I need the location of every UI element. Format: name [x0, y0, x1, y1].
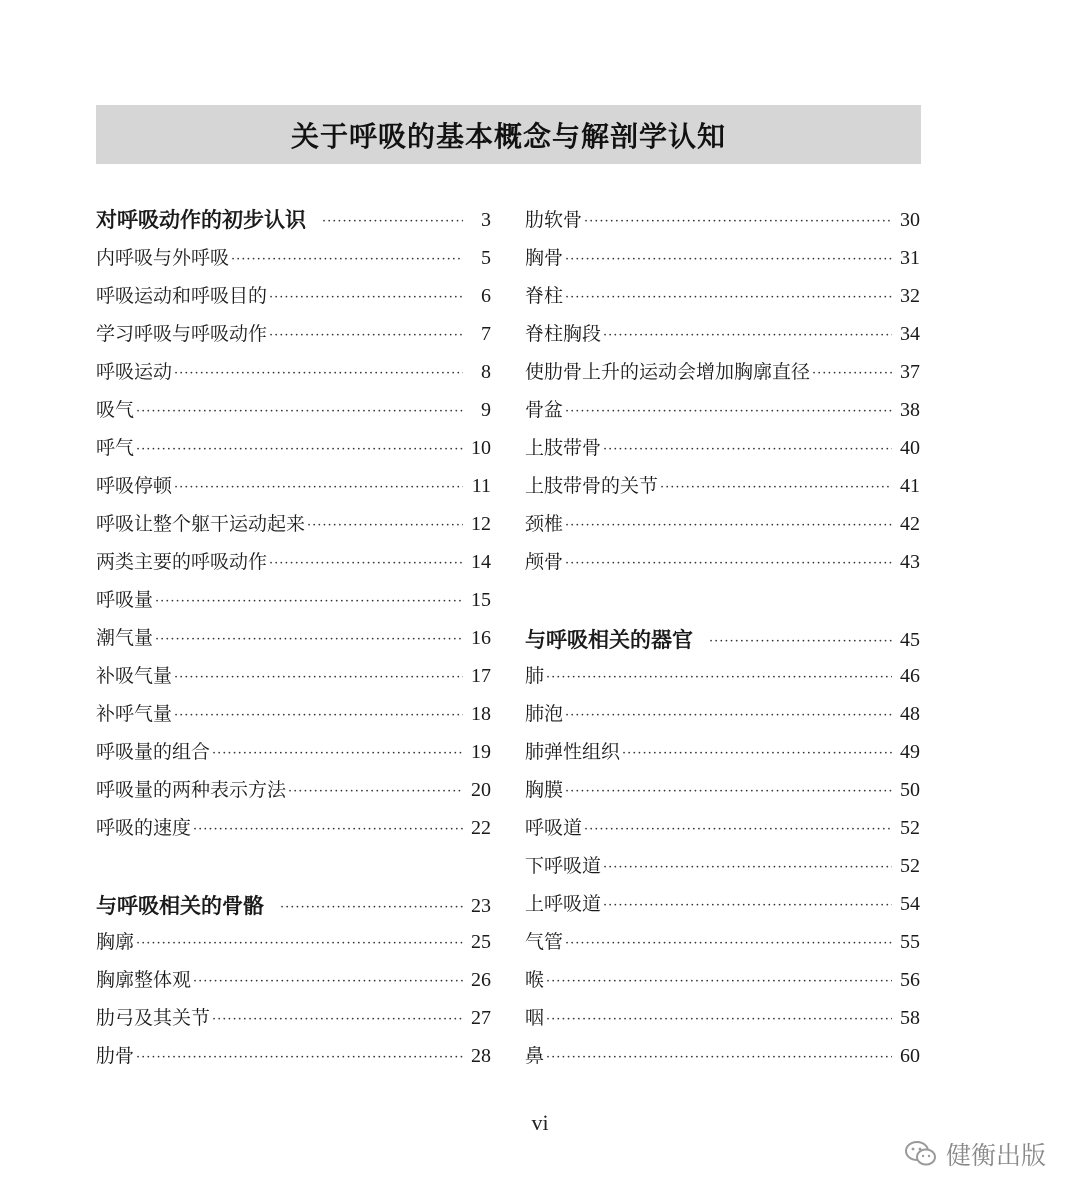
toc-entry-page: 32 [900, 285, 920, 307]
dot-leader [660, 472, 892, 504]
toc-entry-page: 7 [481, 323, 491, 345]
toc-entry-page: 15 [471, 589, 491, 611]
dot-leader [565, 510, 892, 542]
toc-entry [96, 1040, 491, 1072]
toc-entry-label: 呼气 [96, 437, 135, 459]
toc-entry [96, 508, 491, 540]
toc-entry-page: 20 [471, 779, 491, 801]
toc-entry-label: 肋骨 [96, 1045, 135, 1067]
toc-entry-page: 41 [900, 475, 920, 497]
toc-entry-label: 气管 [525, 931, 564, 953]
toc-entry-page: 19 [471, 741, 491, 763]
toc-entry [525, 546, 920, 578]
dot-leader [812, 358, 892, 390]
toc-entry-page: 10 [471, 437, 491, 459]
toc-entry-page: 42 [900, 513, 920, 535]
wechat-icon [904, 1139, 938, 1169]
title-band [96, 105, 921, 164]
dot-leader [212, 738, 463, 770]
toc-entry-label: 对呼吸动作的初步认识 [96, 207, 306, 232]
dot-leader [212, 1004, 463, 1036]
toc-entry-label: 与呼吸相关的器官 [525, 627, 693, 652]
toc-entry-page: 54 [900, 893, 920, 915]
toc-entry-label: 与呼吸相关的骨骼 [96, 893, 264, 918]
toc-entry-page: 22 [471, 817, 491, 839]
toc-entry-label: 骨盆 [525, 399, 564, 421]
dot-leader [174, 700, 463, 732]
toc-entry-label: 颅骨 [525, 551, 564, 573]
dot-leader [136, 434, 463, 466]
toc-entry-label: 上肢带骨的关节 [525, 475, 659, 497]
toc-entry-page: 50 [900, 779, 920, 801]
toc-entry-page: 49 [900, 741, 920, 763]
toc-entry-label: 内呼吸与外呼吸 [96, 247, 230, 269]
toc-entry [96, 546, 491, 578]
toc-entry [525, 774, 920, 806]
dot-leader [603, 890, 892, 922]
toc-entry-page: 16 [471, 627, 491, 649]
toc-entry-label: 两类主要的呼吸动作 [96, 551, 268, 573]
toc-entry [96, 470, 491, 502]
dot-leader [193, 814, 463, 846]
dot-leader [269, 320, 463, 352]
dot-leader [565, 244, 892, 276]
dot-leader [565, 776, 892, 808]
toc-entry-page: 52 [900, 855, 920, 877]
toc-entry-page: 18 [471, 703, 491, 725]
toc-entry [525, 850, 920, 882]
dot-leader [155, 586, 463, 618]
toc-entry-page: 6 [481, 285, 491, 307]
toc-entry [525, 660, 920, 692]
toc-entry [96, 774, 491, 806]
toc-entry [96, 356, 491, 388]
toc-entry-page: 11 [471, 475, 491, 497]
dot-leader [136, 396, 463, 428]
toc-entry-label: 肋弓及其关节 [96, 1007, 211, 1029]
toc-entry [525, 318, 920, 350]
dot-leader [546, 1042, 892, 1074]
dot-leader [307, 510, 463, 542]
toc-entry [96, 432, 491, 464]
toc-entry [96, 964, 491, 996]
toc-entry-page: 28 [471, 1045, 491, 1067]
dot-leader [174, 662, 463, 694]
dot-leader [603, 434, 892, 466]
dot-leader [603, 320, 892, 352]
toc-entry-page: 26 [471, 969, 491, 991]
toc-entry-label: 下呼吸道 [525, 855, 602, 877]
toc-entry-label: 肺 [525, 665, 545, 687]
dot-leader [709, 626, 892, 658]
toc-entry-page: 43 [900, 551, 920, 573]
toc-entry-label: 肺弹性组织 [525, 741, 621, 763]
toc-entry-page: 30 [900, 209, 920, 231]
dot-leader [584, 814, 892, 846]
toc-entry-page: 27 [471, 1007, 491, 1029]
toc-entry-label: 呼吸量 [96, 589, 154, 611]
toc-entry [96, 926, 491, 958]
toc-entry [96, 1002, 491, 1034]
toc-entry-label: 呼吸让整个躯干运动起来 [96, 513, 306, 535]
dot-leader [565, 282, 892, 314]
toc-entry [525, 242, 920, 274]
toc-entry [525, 736, 920, 768]
toc-entry-page: 3 [481, 209, 491, 231]
toc-entry-page: 17 [471, 665, 491, 687]
toc-entry-label: 补吸气量 [96, 665, 173, 687]
toc-entry [96, 584, 491, 616]
toc-entry-page: 14 [471, 551, 491, 573]
toc-entry-label: 脊柱 [525, 285, 564, 307]
toc-entry [96, 736, 491, 768]
toc-entry [525, 1002, 920, 1034]
toc-entry [96, 698, 491, 730]
toc-entry-page: 12 [471, 513, 491, 535]
toc-entry-label: 呼吸运动和呼吸目的 [96, 285, 268, 307]
toc-entry [525, 356, 920, 388]
toc-entry-label: 补呼气量 [96, 703, 173, 725]
toc-entry-label: 呼吸量的组合 [96, 741, 211, 763]
toc-entry-page: 58 [900, 1007, 920, 1029]
toc-entry [525, 926, 920, 958]
toc-entry [525, 470, 920, 502]
dot-leader [622, 738, 892, 770]
toc-entry-label: 学习呼吸与呼吸动作 [96, 323, 268, 345]
dot-leader [603, 852, 892, 884]
toc-entry-label: 吸气 [96, 399, 135, 421]
toc-entry-page: 55 [900, 931, 920, 953]
toc-entry-page: 52 [900, 817, 920, 839]
toc-entry-label: 呼吸运动 [96, 361, 173, 383]
dot-leader [136, 1042, 463, 1074]
toc-entry-label: 肋软骨 [525, 209, 583, 231]
dot-leader [136, 928, 463, 960]
toc-entry [525, 204, 920, 236]
dot-leader [280, 892, 463, 924]
toc-entry-page: 8 [481, 361, 491, 383]
toc-entry-page: 46 [900, 665, 920, 687]
dot-leader [322, 206, 463, 238]
toc-entry-label: 呼吸的速度 [96, 817, 192, 839]
toc-entry-page: 9 [481, 399, 491, 421]
toc-entry-label: 鼻 [525, 1045, 545, 1067]
toc-entry-label: 上肢带骨 [525, 437, 602, 459]
dot-leader [174, 472, 463, 504]
toc-entry-page: 38 [900, 399, 920, 421]
toc-entry-label: 咽 [525, 1007, 545, 1029]
toc-section-heading [525, 624, 920, 656]
toc-entry-page: 45 [900, 629, 920, 651]
toc-entry-label: 呼吸量的两种表示方法 [96, 779, 287, 801]
toc-entry [525, 432, 920, 464]
toc-entry [96, 622, 491, 654]
toc-entry-label: 胸廓整体观 [96, 969, 192, 991]
toc-entry-label: 颈椎 [525, 513, 564, 535]
toc-entry-page: 31 [900, 247, 920, 269]
toc-entry [525, 508, 920, 540]
dot-leader [269, 282, 463, 314]
page-title: 关于呼吸的基本概念与解剖学认知 [290, 119, 726, 153]
dot-leader [565, 928, 892, 960]
dot-leader [269, 548, 463, 580]
toc-entry [525, 698, 920, 730]
toc-entry-label: 肺泡 [525, 703, 564, 725]
dot-leader [565, 700, 892, 732]
toc-entry-page: 37 [900, 361, 920, 383]
dot-leader [546, 1004, 892, 1036]
toc-entry-page: 34 [900, 323, 920, 345]
dot-leader [565, 396, 892, 428]
watermark-text: 健衡出版 [945, 1141, 1046, 1170]
toc-entry [96, 660, 491, 692]
toc-entry [96, 242, 491, 274]
toc-entry-label: 脊柱胸段 [525, 323, 602, 345]
toc-entry-page: 23 [471, 895, 491, 917]
dot-leader [193, 966, 463, 998]
toc-entry-label: 呼吸停顿 [96, 475, 173, 497]
dot-leader [546, 662, 892, 694]
toc-entry-page: 40 [900, 437, 920, 459]
toc-entry-label: 胸膜 [525, 779, 564, 801]
toc-entry [525, 1040, 920, 1072]
toc-entry-label: 胸廓 [96, 931, 135, 953]
dot-leader [546, 966, 892, 998]
dot-leader [584, 206, 892, 238]
toc-entry-label: 上呼吸道 [525, 893, 602, 915]
dot-leader [565, 548, 892, 580]
toc-entry [525, 812, 920, 844]
toc-entry [525, 394, 920, 426]
toc-entry-page: 48 [900, 703, 920, 725]
toc-entry-label: 潮气量 [96, 627, 154, 649]
toc-section-heading [96, 890, 491, 922]
toc-entry [525, 280, 920, 312]
dot-leader [174, 358, 463, 390]
page-number: vi [531, 1110, 549, 1135]
dot-leader [231, 244, 463, 276]
watermark [904, 1136, 1046, 1172]
toc-section-heading [96, 204, 491, 236]
toc-entry-label: 使肋骨上升的运动会增加胸廓直径 [525, 361, 811, 383]
toc-entry [96, 280, 491, 312]
toc-entry-page: 25 [471, 931, 491, 953]
dot-leader [155, 624, 463, 656]
toc-entry-label: 胸骨 [525, 247, 564, 269]
toc-entry [96, 812, 491, 844]
toc-entry [525, 964, 920, 996]
toc-entry [525, 888, 920, 920]
toc-entry-page: 56 [900, 969, 920, 991]
toc-entry-page: 60 [900, 1045, 920, 1067]
toc-entry [96, 318, 491, 350]
toc-entry-label: 喉 [525, 969, 545, 991]
toc-entry-label: 呼吸道 [525, 817, 583, 839]
toc-entry [96, 394, 491, 426]
toc-entry-page: 5 [481, 247, 491, 269]
dot-leader [288, 776, 463, 808]
